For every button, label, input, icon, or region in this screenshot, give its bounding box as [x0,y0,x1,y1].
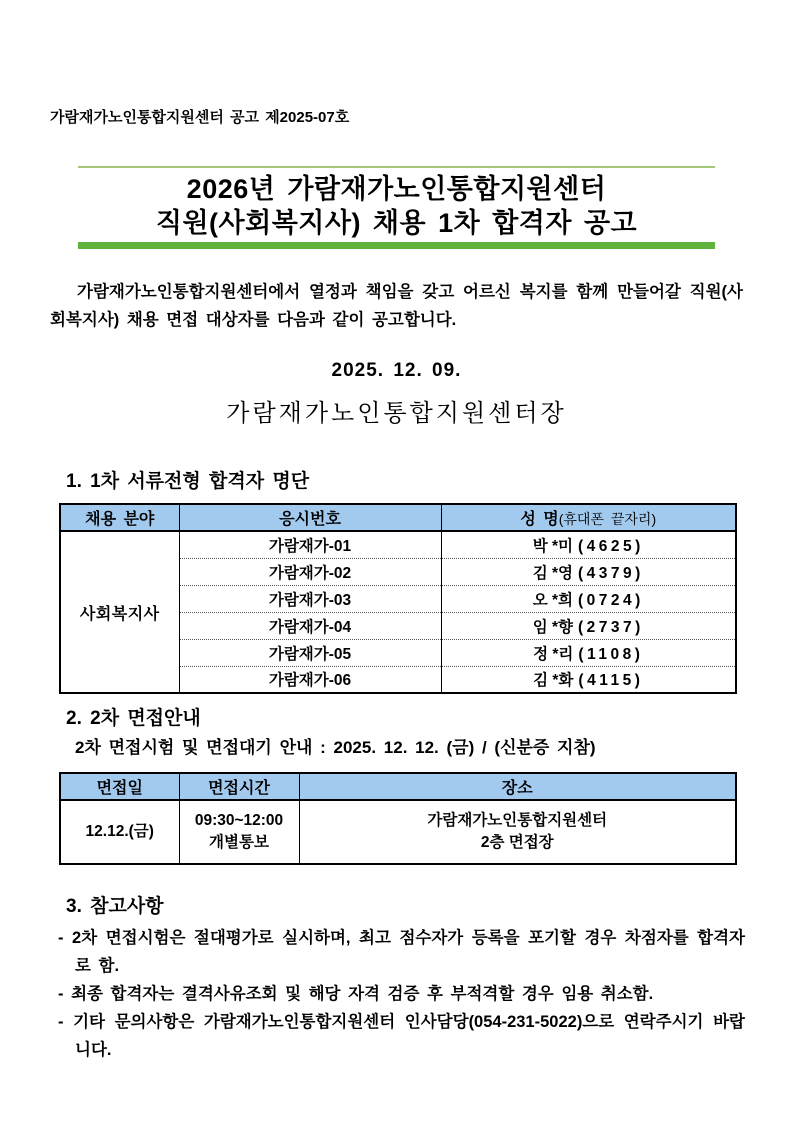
page-title-line1: 2026년 가람재가노인통합지원센터 [186,174,607,204]
applicant-name [441,639,736,666]
phone-digits: (4115) [578,672,644,690]
col-header-interview-time: 면접시간 [179,773,299,800]
applicant-number: 가람재가-01 [179,531,441,558]
notes-list [58,924,745,1064]
title-bottom-rule [78,242,715,249]
page-title-line2: 직원(사회복지사) 채용 1차 합격자 공고 [155,208,638,238]
interview-place-cell [299,800,736,864]
list-item: - 최종 합격자는 결격사유조회 및 해당 자격 검증 후 부적격할 경우 임용 취소함. [58,985,654,1003]
intro-paragraph: 가람재가노인통합지원센터에서 열정과 책임을 갖고 어르신 복지를 함께 만들어갈 직원(사회복지사) 채용 면접 대상자를 다음과 같이 공고합니다. [50,283,743,329]
col-header-name [441,504,736,531]
applicant-number: 가람재가-03 [179,585,441,612]
name-text: 김 *화 [533,672,574,690]
applicant-name [441,558,736,585]
interview-row [60,800,736,864]
table-row [60,531,736,558]
section1-heading: 1. 1차 서류전형 합격자 명단 [66,471,310,492]
name-text: 오 *희 [532,591,573,609]
interview-time-cell [179,800,299,864]
pass-list-header-row [60,504,736,531]
interview-header-row [60,773,736,800]
interview-time-note: 개별통보 [209,834,269,851]
applicant-number: 가람재가-06 [179,666,441,693]
page-title [40,172,753,240]
signer-title: 가람재가노인통합지원센터장 [226,400,567,427]
interview-table [59,772,737,865]
phone-digits: (4625) [577,537,644,555]
applicant-name [441,612,736,639]
applicant-name [441,666,736,693]
list-item: - 기타 문의사항은 가람재가노인통합지원센터 인사담당(054-231-5022)으로 연락주시기 바랍니다. [58,1013,745,1059]
interview-note-line: 2차 면접시험 및 면접대기 안내 : 2025. 12. 12. (금) / (신분증 지참) [75,738,596,757]
section3-heading: 3. 참고사항 [66,896,164,917]
name-text: 박 *미 [532,537,573,555]
phone-digits: (4379) [577,564,644,582]
pass-list-table [59,503,737,694]
interview-place-line2: 2층 면접장 [480,834,554,851]
applicant-number: 가람재가-02 [179,558,441,585]
col-header-number: 응시번호 [179,504,441,531]
applicant-name [441,531,736,558]
applicant-number: 가람재가-04 [179,612,441,639]
section2-heading: 2. 2차 면접안내 [66,708,201,729]
list-item: - 2차 면접시험은 절대평가로 실시하며, 최고 점수자가 등록을 포기할 경우 차점자를 합격자로 함. [58,929,745,975]
col-header-name-sub: (휴대폰 끝자리) [558,511,657,527]
doc-number: 가람재가노인통합지원센터 공고 제2025-07호 [50,109,350,126]
name-text: 김 *영 [532,564,573,582]
category-cell: 사회복지사 [60,531,179,693]
phone-digits: (1108) [578,645,644,663]
applicant-name [441,585,736,612]
name-text: 임 *향 [532,618,573,636]
interview-place-line1: 가람재가노인통합지원센터 [427,812,608,829]
name-text: 정 *리 [533,645,574,663]
phone-digits: (0724) [577,591,644,609]
col-header-category: 채용 분야 [60,504,179,531]
col-header-name-main: 성 명 [520,511,559,528]
interview-time-range: 09:30~12:00 [194,812,284,829]
announcement-date: 2025. 12. 09. [331,360,462,381]
phone-digits: (2737) [577,618,644,636]
title-top-rule [78,166,715,168]
col-header-interview-date: 면접일 [60,773,179,800]
interview-date-cell: 12.12.(금) [60,800,179,864]
applicant-number: 가람재가-05 [179,639,441,666]
col-header-interview-place: 장소 [299,773,736,800]
